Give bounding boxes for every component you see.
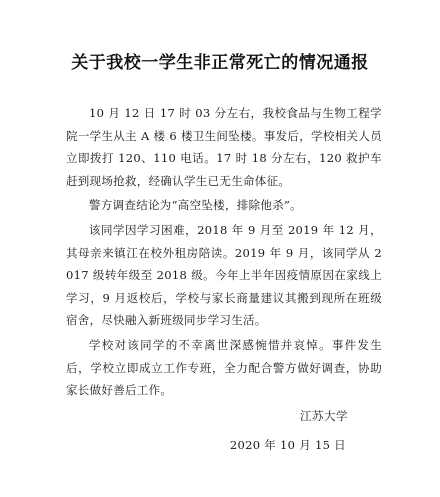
paragraph-background: 该同学因学习困难，2018 年 9 月至 2019 年 12 月，其母亲来镇江在校外租房陪读。2019 年 9 月，该同学从 2017 级转年级至 2018 级。今年上半年因疫情原因在家线上学习，9 月返校后，学校与家长商量建议其搬到现所在班级宿舍，尽快融入新班级同步学习生活。 — [66, 222, 382, 328]
paragraph-condolence: 学校对该同学的不幸离世深感惋惜并哀悼。事件发生后，学校立即成立工作专班，全力配合警方做好调查，协助家长做好善后工作。 — [66, 337, 382, 398]
signature-date: 2020 年 10 月 15 日 — [229, 438, 346, 452]
notice-title: 关于我校一学生非正常死亡的情况通报 — [71, 53, 369, 73]
notice-body — [66, 102, 382, 404]
paragraph-incident: 10 月 12 日 17 时 03 分左右，我校食品与生物工程学院一学生从主 A 楼 6 楼卫生间坠楼。事发后，学校相关人员立即拨打 120、110 电话。17 时 18 分左右，120 救护车赶到现场抢救，经确认学生已无生命体征。 — [66, 106, 382, 188]
paragraph-police-conclusion: 警方调查结论为“高空坠楼，排除他杀”。 — [89, 198, 302, 213]
signature-university: 江苏大学 — [300, 409, 348, 423]
